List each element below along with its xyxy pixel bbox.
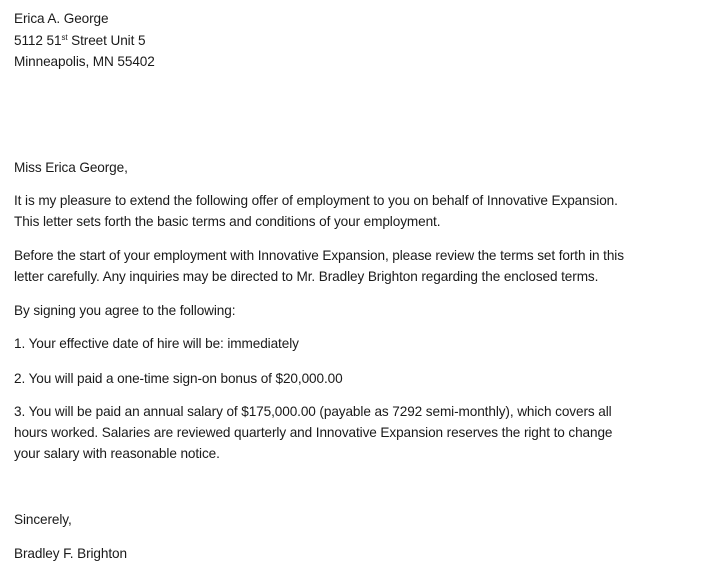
- paragraph-offer-line-1: It is my pleasure to extend the following offer of employment to you on behalf of Innovative Expansion.: [14, 193, 618, 208]
- agree-intro: By signing you agree to the following:: [14, 303, 236, 318]
- paragraph-offer-line-2: This letter sets forth the basic terms and conditions of your employment.: [14, 214, 441, 229]
- sender-city: Minneapolis, MN 55402: [14, 54, 155, 69]
- paragraph-offer: [14, 190, 714, 232]
- term-item-3-line-1: 3. You will be paid an annual salary of $175,000.00 (payable as 7292 semi-monthly), which covers all: [14, 404, 612, 419]
- street-suffix: st: [61, 33, 68, 42]
- signature: Bradley F. Brighton: [14, 546, 127, 561]
- term-item-3-line-2: hours worked. Salaries are reviewed quarterly and Innovative Expansion reserves the right to change: [14, 425, 613, 440]
- term-item-1: 1. Your effective date of hire will be: immediately: [14, 336, 299, 351]
- term-item-3: [14, 401, 714, 464]
- paragraph-review-line-1: Before the start of your employment with Innovative Expansion, please review the terms set forth in this: [14, 248, 624, 263]
- closing: Sincerely,: [14, 512, 72, 527]
- street-rest: Street Unit 5: [67, 33, 146, 48]
- salutation: Miss Erica George,: [14, 160, 128, 175]
- sender-street: [14, 30, 145, 51]
- paragraph-review-line-2: letter carefully. Any inquiries may be directed to Mr. Bradley Brighton regarding the enclosed terms.: [14, 269, 599, 284]
- paragraph-review: [14, 245, 714, 287]
- term-item-2: 2. You will paid a one-time sign-on bonus of $20,000.00: [14, 371, 343, 386]
- street-number: 5112 51: [14, 33, 62, 48]
- term-item-3-line-3: your salary with reasonable notice.: [14, 446, 220, 461]
- sender-name: Erica A. George: [14, 11, 109, 26]
